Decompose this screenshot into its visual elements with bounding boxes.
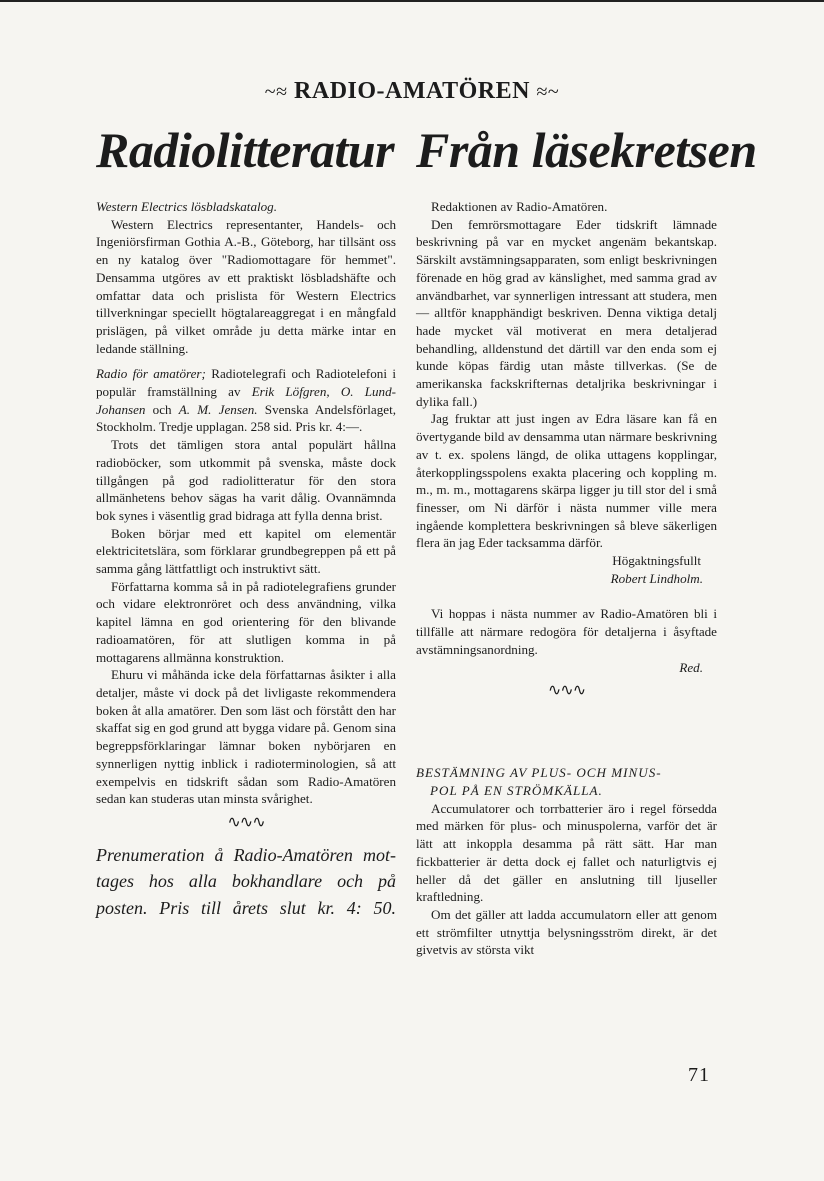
right-column xyxy=(416,120,757,959)
item1-body: Western Electrics representanter, Handels- och Ingeniörsfirman Gothia A.-B., Göteborg, har tillsänt oss en ny katalog över "Radiomottagare för hemmet". Densamma utgöres av ett praktiskt lösbladshäfte och omfattar data och prislista för Western Electrics tillverkningar speciellt högtalareaggregat i en mångfald prislägen, på vilket område ju detta märke intar en ledande ställning. xyxy=(96,216,396,356)
left-paragraph-3: Boken börjar med ett kapitel om elementär elektricitetslära, som förklarar grundbegreppen på ett på samma gång lättfattligt och instruktivt sätt. xyxy=(96,525,396,577)
masthead-left-ornament: ~≈ xyxy=(264,81,288,103)
item2-authors-a: Erik Löfgren, O. Lund-Johansen xyxy=(96,384,396,417)
promo-line-1: Prenumeration å Radio-Amatören mot- xyxy=(96,844,396,865)
article-paragraph-1: Accumulatorer och torrbatterier äro i regel försedda med märken för plus- och minuspolerna, varför det är lätt att inkoppla desamma på rätt sätt. Har man fickbatterier är detta dock ej fallet och naturligtvis ej heller då det gäller en anslutning till ljuseller kraftledning. xyxy=(416,800,717,905)
left-heading: Radiolitteratur xyxy=(96,122,395,178)
editor-reply-signature: Red. xyxy=(679,659,703,675)
masthead-title: RADIO-AMATÖREN xyxy=(294,78,530,104)
promo-line-2: tages hos alla bokhandlare och på xyxy=(96,871,396,892)
article-title-line-2: POL PÅ EN STRÖMKÄLLA. xyxy=(430,782,603,798)
promo-line-3: posten. Pris till årets slut kr. 4: 50. xyxy=(96,897,396,918)
letter-paragraph-1: Den femrörsmottagare Eder tidskrift lämnade beskrivning på var en mycket angenäm bekantskap. Särskilt avstämningsapparaten, som enligt beskrivningen förenade en hög grad av känslighet, med samma grad av användbarhet, var synnerligen intressant att studera, men — alltför knapphändigt beskriven. Denna viktiga detalj hade mycket väl motiverat en mera detaljerad behandling, alldenstund det därtill var den enda som ej kunde köpas färdig utan måste tillverkas. (Se de amerikanska fackskrifternas detaljrika beskrivningar i dylika fall.) xyxy=(416,216,717,409)
left-paragraph-2: Trots det tämligen stora antal populärt hållna radioböcker, som utkommit på svenska, måste dock tillgången på god radiolitteratur för den stora allmänhetens behov sägas ha varit dålig. Ovannämnda bok synes i väsentlig grad bidraga att fylla denna brist. xyxy=(96,437,396,523)
left-column xyxy=(96,120,396,921)
left-paragraph-5: Ehuru vi måhända icke dela författarnas åsikter i alla detaljer, måste vi dock på det livligaste rekommendera boken åt alla amatörer. Den som läst och förstått den har skaffat sig en god grund att bygga vidare på. Genom sina begreppsförklaringar lämnar boken nybörjaren en synnerligen nyttig inblick i radioterminologien, så att exempelvis en tidskrift sådan som Radio-Amatören sedan kan studeras utan minsta svårighet. xyxy=(96,667,396,807)
right-ornament: ∿∿∿ xyxy=(547,682,586,700)
item2-citation xyxy=(96,365,396,436)
item2-authors-b: A. M. Jensen. xyxy=(178,401,258,417)
item1-title: Western Electrics lösbladskatalog. xyxy=(96,199,277,214)
item2-text-a: Radiotelegrafi och Radiotelefoni i populär framställning av xyxy=(96,366,396,400)
item2-text-b: och xyxy=(145,401,179,417)
item2-title: Radio för amatörer; xyxy=(96,366,206,382)
article-paragraph-2: Om det gäller att ladda accumulatorn eller att genom ett strömfilter utnyttja belysningsström direkt, är det givetvis av största vikt xyxy=(416,906,717,958)
letter-paragraph-2: Jag fruktar att just ingen av Edra läsare kan få en övertygande bild av densamma utan närmare beskrivning av t. ex. spolens längd, de olika uttagens kopplingar, återkopplingsspolens exakta placering och koppling m. m., m. m., mottagarens skärpa ligger ju till stor del i små finesser, om Ni därför i nästa nummer ville mera ingående komplettera beskrivningen så bleve säkerligen flera än jag Eder tacksamma därför. xyxy=(416,411,717,551)
letter-salutation: Redaktionen av Radio-Amatören. xyxy=(431,199,608,214)
masthead-right-ornament: ≈~ xyxy=(536,81,560,103)
editor-reply: Vi hoppas i nästa nummer av Radio-Amatören bli i tillfälle att närmare redogöra för detaljerna i åsyftade avstämningsanordning. xyxy=(416,606,717,657)
letter-closing: Högaktningsfullt xyxy=(612,553,701,569)
letter-signature: Robert Lindholm. xyxy=(610,570,703,586)
article-title-line-1: BESTÄMNING AV PLUS- OCH MINUS- xyxy=(416,765,662,781)
right-heading: Från läsekretsen xyxy=(416,122,757,178)
item2-text-c: Svenska Andelsförlaget, Stockholm. Tredje upplagan. 258 sid. Pris kr. 4:—. xyxy=(96,401,396,435)
page-number: 71 xyxy=(688,1064,710,1086)
left-paragraph-4: Författarna komma så in på radiotelegrafiens grunder och vidare elektronröret och dess användning, vilka kapitel lämna en god orientering för den blivande radioamatören, för att slutligen komma in på mottagarens allmänna konstruktion. xyxy=(96,578,396,665)
subscription-notice xyxy=(96,842,396,922)
left-ornament: ∿∿∿ xyxy=(227,813,265,831)
top-rule xyxy=(0,0,824,2)
masthead xyxy=(0,78,824,105)
